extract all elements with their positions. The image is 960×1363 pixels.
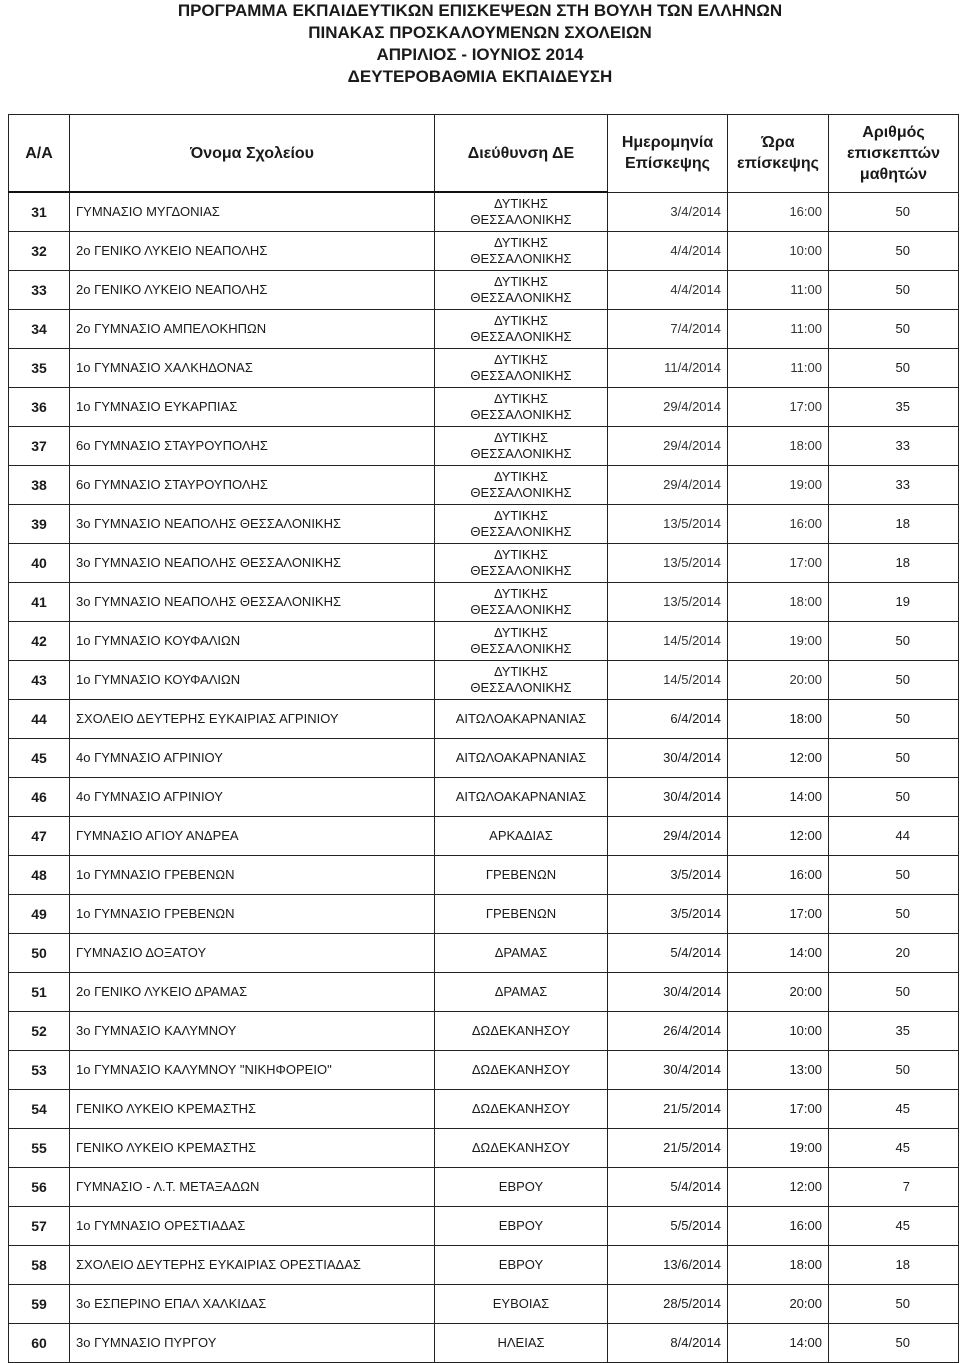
cell-visitor-count: 33 — [829, 426, 959, 465]
cell-visit-time: 14:00 — [728, 777, 829, 816]
column-header-directorate: Διεύθυνση ΔΕ — [435, 115, 608, 193]
cell-visitor-count: 45 — [829, 1206, 959, 1245]
cell-visitor-count: 20 — [829, 933, 959, 972]
table-row — [9, 192, 959, 231]
cell-school-name: 1ο ΓΥΜΝΑΣΙΟ ΚΟΥΦΑΛΙΩΝ — [70, 621, 435, 660]
cell-aa: 53 — [9, 1050, 70, 1089]
cell-directorate: ΔΩΔΕΚΑΝΗΣΟΥ — [435, 1128, 608, 1167]
cell-visit-date: 28/5/2014 — [608, 1284, 728, 1323]
cell-school-name: 2ο ΓΕΝΙΚΟ ΛΥΚΕΙΟ ΔΡΑΜΑΣ — [70, 972, 435, 1011]
cell-visit-date: 29/4/2014 — [608, 387, 728, 426]
cell-school-name: 6ο ΓΥΜΝΑΣΙΟ ΣΤΑΥΡΟΥΠΟΛΗΣ — [70, 465, 435, 504]
cell-visit-time: 17:00 — [728, 894, 829, 933]
cell-visit-date: 3/5/2014 — [608, 894, 728, 933]
cell-directorate: ΑΡΚΑΔΙΑΣ — [435, 816, 608, 855]
cell-aa: 48 — [9, 855, 70, 894]
cell-visitor-count: 50 — [829, 1050, 959, 1089]
cell-visit-date: 5/5/2014 — [608, 1206, 728, 1245]
column-header-aa: Α/Α — [9, 115, 70, 193]
cell-visitor-count: 50 — [829, 855, 959, 894]
cell-visit-date: 6/4/2014 — [608, 699, 728, 738]
table-row — [9, 1011, 959, 1050]
cell-school-name: ΣΧΟΛΕΙΟ ΔΕΥΤΕΡΗΣ ΕΥΚΑΙΡΙΑΣ ΟΡΕΣΤΙΑΔΑΣ — [70, 1245, 435, 1284]
table-row — [9, 1284, 959, 1323]
cell-aa: 33 — [9, 270, 70, 309]
cell-aa: 56 — [9, 1167, 70, 1206]
cell-school-name: 3ο ΓΥΜΝΑΣΙΟ ΠΥΡΓΟΥ — [70, 1323, 435, 1362]
table-row — [9, 270, 959, 309]
title-period: ΑΠΡΙΛΙΟΣ - ΙΟΥΝΙΟΣ 2014 — [376, 45, 584, 64]
cell-aa: 51 — [9, 972, 70, 1011]
cell-directorate: ΔΩΔΕΚΑΝΗΣΟΥ — [435, 1050, 608, 1089]
cell-visit-date: 30/4/2014 — [608, 777, 728, 816]
table-row — [9, 972, 959, 1011]
cell-visit-date: 5/4/2014 — [608, 933, 728, 972]
table-row — [9, 777, 959, 816]
cell-aa: 46 — [9, 777, 70, 816]
table-row — [9, 1089, 959, 1128]
cell-school-name: 1ο ΓΥΜΝΑΣΙΟ ΟΡΕΣΤΙΑΔΑΣ — [70, 1206, 435, 1245]
cell-school-name: 4ο ΓΥΜΝΑΣΙΟ ΑΓΡΙΝΙΟΥ — [70, 777, 435, 816]
table-header-row — [9, 115, 959, 193]
cell-visit-date: 21/5/2014 — [608, 1128, 728, 1167]
cell-visitor-count: 45 — [829, 1089, 959, 1128]
table-row — [9, 231, 959, 270]
cell-school-name: 6ο ΓΥΜΝΑΣΙΟ ΣΤΑΥΡΟΥΠΟΛΗΣ — [70, 426, 435, 465]
cell-visit-time: 19:00 — [728, 1128, 829, 1167]
cell-aa: 31 — [9, 192, 70, 231]
table-row — [9, 309, 959, 348]
cell-aa: 39 — [9, 504, 70, 543]
cell-school-name: 1ο ΓΥΜΝΑΣΙΟ ΕΥΚΑΡΠΙΑΣ — [70, 387, 435, 426]
cell-visit-date: 5/4/2014 — [608, 1167, 728, 1206]
cell-school-name: 3ο ΓΥΜΝΑΣΙΟ ΝΕΑΠΟΛΗΣ ΘΕΣΣΑΛΟΝΙΚΗΣ — [70, 543, 435, 582]
table-row — [9, 699, 959, 738]
table-row — [9, 933, 959, 972]
cell-directorate: ΔΥΤΙΚΗΣ ΘΕΣΣΑΛΟΝΙΚΗΣ — [435, 660, 608, 699]
cell-visit-date: 21/5/2014 — [608, 1089, 728, 1128]
cell-directorate: ΔΥΤΙΚΗΣ ΘΕΣΣΑΛΟΝΙΚΗΣ — [435, 582, 608, 621]
cell-visitor-count: 50 — [829, 231, 959, 270]
cell-directorate: ΔΥΤΙΚΗΣ ΘΕΣΣΑΛΟΝΙΚΗΣ — [435, 231, 608, 270]
cell-visit-time: 11:00 — [728, 309, 829, 348]
cell-directorate: ΔΩΔΕΚΑΝΗΣΟΥ — [435, 1089, 608, 1128]
cell-visitor-count: 7 — [829, 1167, 959, 1206]
cell-directorate: ΓΡΕΒΕΝΩΝ — [435, 894, 608, 933]
cell-school-name: ΓΥΜΝΑΣΙΟ ΜΥΓΔΟΝΙΑΣ — [70, 192, 435, 231]
cell-visit-time: 11:00 — [728, 348, 829, 387]
table-row — [9, 387, 959, 426]
cell-visitor-count: 50 — [829, 309, 959, 348]
cell-aa: 41 — [9, 582, 70, 621]
cell-visit-date: 30/4/2014 — [608, 972, 728, 1011]
cell-aa: 52 — [9, 1011, 70, 1050]
cell-aa: 38 — [9, 465, 70, 504]
cell-aa: 36 — [9, 387, 70, 426]
title-invited-schools: ΠΙΝΑΚΑΣ ΠΡΟΣΚΑΛΟΥΜΕΝΩΝ ΣΧΟΛΕΙΩΝ — [308, 23, 652, 42]
cell-directorate: ΔΥΤΙΚΗΣ ΘΕΣΣΑΛΟΝΙΚΗΣ — [435, 348, 608, 387]
cell-visitor-count: 50 — [829, 699, 959, 738]
cell-visit-time: 14:00 — [728, 1323, 829, 1362]
cell-directorate: ΓΡΕΒΕΝΩΝ — [435, 855, 608, 894]
table-row — [9, 348, 959, 387]
cell-aa: 37 — [9, 426, 70, 465]
cell-visit-time: 19:00 — [728, 465, 829, 504]
cell-directorate: ΕΒΡΟΥ — [435, 1206, 608, 1245]
cell-directorate: ΑΙΤΩΛΟΑΚΑΡΝΑΝΙΑΣ — [435, 738, 608, 777]
table-row — [9, 1206, 959, 1245]
cell-directorate: ΔΡΑΜΑΣ — [435, 972, 608, 1011]
cell-aa: 43 — [9, 660, 70, 699]
cell-visitor-count: 50 — [829, 738, 959, 777]
table-row — [9, 426, 959, 465]
cell-directorate: ΕΥΒΟΙΑΣ — [435, 1284, 608, 1323]
cell-school-name: ΓΥΜΝΑΣΙΟ ΑΓΙΟΥ ΑΝΔΡΕΑ — [70, 816, 435, 855]
column-header-visitors: Αριθμός επισκεπτών μαθητών — [829, 115, 959, 193]
cell-visitor-count: 50 — [829, 192, 959, 231]
cell-school-name: ΓΥΜΝΑΣΙΟ ΔΟΞΑΤΟΥ — [70, 933, 435, 972]
cell-directorate: ΔΥΤΙΚΗΣ ΘΕΣΣΑΛΟΝΙΚΗΣ — [435, 387, 608, 426]
table-row — [9, 660, 959, 699]
cell-school-name: 3ο ΓΥΜΝΑΣΙΟ ΚΑΛΥΜΝΟΥ — [70, 1011, 435, 1050]
cell-visit-time: 18:00 — [728, 582, 829, 621]
cell-visit-time: 14:00 — [728, 933, 829, 972]
cell-directorate: ΔΥΤΙΚΗΣ ΘΕΣΣΑΛΟΝΙΚΗΣ — [435, 504, 608, 543]
cell-visitor-count: 45 — [829, 1128, 959, 1167]
cell-aa: 45 — [9, 738, 70, 777]
table-row — [9, 1128, 959, 1167]
cell-directorate: ΕΒΡΟΥ — [435, 1245, 608, 1284]
cell-school-name: ΣΧΟΛΕΙΟ ΔΕΥΤΕΡΗΣ ΕΥΚΑΙΡΙΑΣ ΑΓΡΙΝΙΟΥ — [70, 699, 435, 738]
table-row — [9, 894, 959, 933]
cell-visit-time: 11:00 — [728, 270, 829, 309]
cell-visitor-count: 35 — [829, 387, 959, 426]
cell-directorate: ΔΥΤΙΚΗΣ ΘΕΣΣΑΛΟΝΙΚΗΣ — [435, 621, 608, 660]
cell-aa: 60 — [9, 1323, 70, 1362]
cell-directorate: ΗΛΕΙΑΣ — [435, 1323, 608, 1362]
cell-aa: 44 — [9, 699, 70, 738]
table-row — [9, 504, 959, 543]
cell-visit-time: 18:00 — [728, 699, 829, 738]
cell-school-name: 3ο ΓΥΜΝΑΣΙΟ ΝΕΑΠΟΛΗΣ ΘΕΣΣΑΛΟΝΙΚΗΣ — [70, 582, 435, 621]
cell-school-name: 3ο ΓΥΜΝΑΣΙΟ ΝΕΑΠΟΛΗΣ ΘΕΣΣΑΛΟΝΙΚΗΣ — [70, 504, 435, 543]
cell-directorate: ΔΥΤΙΚΗΣ ΘΕΣΣΑΛΟΝΙΚΗΣ — [435, 192, 608, 231]
cell-aa: 49 — [9, 894, 70, 933]
cell-visit-time: 20:00 — [728, 660, 829, 699]
cell-visitor-count: 18 — [829, 1245, 959, 1284]
cell-visitor-count: 50 — [829, 972, 959, 1011]
cell-directorate: ΑΙΤΩΛΟΑΚΑΡΝΑΝΙΑΣ — [435, 699, 608, 738]
table-row — [9, 1245, 959, 1284]
cell-directorate: ΔΩΔΕΚΑΝΗΣΟΥ — [435, 1011, 608, 1050]
cell-school-name: 1ο ΓΥΜΝΑΣΙΟ ΚΑΛΥΜΝΟΥ "ΝΙΚΗΦΟΡΕΙΟ" — [70, 1050, 435, 1089]
cell-visitor-count: 19 — [829, 582, 959, 621]
cell-visit-date: 14/5/2014 — [608, 621, 728, 660]
table-row — [9, 816, 959, 855]
cell-aa: 55 — [9, 1128, 70, 1167]
table-row — [9, 582, 959, 621]
cell-visit-date: 29/4/2014 — [608, 426, 728, 465]
table-row — [9, 543, 959, 582]
cell-school-name: ΓΕΝΙΚΟ ΛΥΚΕΙΟ ΚΡΕΜΑΣΤΗΣ — [70, 1128, 435, 1167]
cell-visit-time: 17:00 — [728, 543, 829, 582]
column-header-school: Όνομα Σχολείου — [70, 115, 435, 193]
cell-visit-time: 16:00 — [728, 504, 829, 543]
table-row — [9, 855, 959, 894]
cell-visit-time: 20:00 — [728, 972, 829, 1011]
cell-visit-time: 10:00 — [728, 1011, 829, 1050]
cell-visit-time: 19:00 — [728, 621, 829, 660]
column-header-time: Ώρα επίσκεψης — [728, 115, 829, 193]
cell-visit-date: 3/5/2014 — [608, 855, 728, 894]
cell-aa: 40 — [9, 543, 70, 582]
cell-aa: 59 — [9, 1284, 70, 1323]
cell-visitor-count: 50 — [829, 777, 959, 816]
cell-aa: 47 — [9, 816, 70, 855]
cell-visit-date: 3/4/2014 — [608, 192, 728, 231]
cell-school-name: 4ο ΓΥΜΝΑΣΙΟ ΑΓΡΙΝΙΟΥ — [70, 738, 435, 777]
cell-school-name: 1ο ΓΥΜΝΑΣΙΟ ΓΡΕΒΕΝΩΝ — [70, 855, 435, 894]
cell-visit-time: 10:00 — [728, 231, 829, 270]
cell-visit-date: 4/4/2014 — [608, 270, 728, 309]
cell-visit-date: 30/4/2014 — [608, 738, 728, 777]
cell-school-name: 1ο ΓΥΜΝΑΣΙΟ ΓΡΕΒΕΝΩΝ — [70, 894, 435, 933]
cell-visitor-count: 50 — [829, 621, 959, 660]
cell-directorate: ΔΥΤΙΚΗΣ ΘΕΣΣΑΛΟΝΙΚΗΣ — [435, 465, 608, 504]
cell-visit-date: 13/5/2014 — [608, 582, 728, 621]
cell-visit-time: 17:00 — [728, 387, 829, 426]
cell-visit-date: 30/4/2014 — [608, 1050, 728, 1089]
cell-visitor-count: 50 — [829, 270, 959, 309]
title-education-level: ΔΕΥΤΕΡΟΒΑΘΜΙΑ ΕΚΠΑΙΔΕΥΣΗ — [347, 67, 613, 86]
table-row — [9, 621, 959, 660]
cell-visitor-count: 50 — [829, 1284, 959, 1323]
cell-aa: 58 — [9, 1245, 70, 1284]
table-row — [9, 1050, 959, 1089]
cell-aa: 34 — [9, 309, 70, 348]
cell-visit-time: 17:00 — [728, 1089, 829, 1128]
cell-visit-date: 13/6/2014 — [608, 1245, 728, 1284]
cell-visit-date: 7/4/2014 — [608, 309, 728, 348]
cell-visit-time: 16:00 — [728, 192, 829, 231]
cell-visit-date: 13/5/2014 — [608, 543, 728, 582]
cell-directorate: ΔΥΤΙΚΗΣ ΘΕΣΣΑΛΟΝΙΚΗΣ — [435, 543, 608, 582]
cell-visit-date: 8/4/2014 — [608, 1323, 728, 1362]
cell-aa: 54 — [9, 1089, 70, 1128]
cell-directorate: ΔΥΤΙΚΗΣ ΘΕΣΣΑΛΟΝΙΚΗΣ — [435, 309, 608, 348]
cell-visit-date: 29/4/2014 — [608, 465, 728, 504]
visits-table — [8, 114, 959, 1363]
cell-visit-date: 4/4/2014 — [608, 231, 728, 270]
cell-visit-time: 12:00 — [728, 738, 829, 777]
table-row — [9, 1167, 959, 1206]
cell-school-name: 3ο ΕΣΠΕΡΙΝΟ ΕΠΑΛ ΧΑΛΚΙΔΑΣ — [70, 1284, 435, 1323]
cell-visit-date: 26/4/2014 — [608, 1011, 728, 1050]
cell-visitor-count: 33 — [829, 465, 959, 504]
cell-visitor-count: 50 — [829, 660, 959, 699]
cell-visit-date: 14/5/2014 — [608, 660, 728, 699]
table-row — [9, 1323, 959, 1362]
cell-visit-time: 18:00 — [728, 426, 829, 465]
cell-aa: 50 — [9, 933, 70, 972]
cell-directorate: ΔΡΑΜΑΣ — [435, 933, 608, 972]
cell-school-name: 2ο ΓΥΜΝΑΣΙΟ ΑΜΠΕΛΟΚΗΠΩΝ — [70, 309, 435, 348]
cell-aa: 35 — [9, 348, 70, 387]
column-header-date: Ημερομηνία Επίσκεψης — [608, 115, 728, 193]
cell-visitor-count: 50 — [829, 894, 959, 933]
cell-visitor-count: 18 — [829, 543, 959, 582]
cell-visit-date: 29/4/2014 — [608, 816, 728, 855]
cell-visit-time: 16:00 — [728, 1206, 829, 1245]
cell-visit-time: 16:00 — [728, 855, 829, 894]
cell-school-name: 2ο ΓΕΝΙΚΟ ΛΥΚΕΙΟ ΝΕΑΠΟΛΗΣ — [70, 270, 435, 309]
cell-visitor-count: 44 — [829, 816, 959, 855]
cell-school-name: ΓΕΝΙΚΟ ΛΥΚΕΙΟ ΚΡΕΜΑΣΤΗΣ — [70, 1089, 435, 1128]
cell-visitor-count: 50 — [829, 1323, 959, 1362]
cell-visitor-count: 18 — [829, 504, 959, 543]
cell-visit-time: 20:00 — [728, 1284, 829, 1323]
cell-aa: 32 — [9, 231, 70, 270]
cell-visit-date: 13/5/2014 — [608, 504, 728, 543]
cell-visit-time: 12:00 — [728, 816, 829, 855]
title-program: ΠΡΟΓΡΑΜΜΑ ΕΚΠΑΙΔΕΥΤΙΚΩΝ ΕΠΙΣΚΕΨΕΩΝ ΣΤΗ ΒΟΥΛΗ ΤΩΝ ΕΛΛΗΝΩΝ — [177, 1, 783, 20]
cell-visitor-count: 50 — [829, 348, 959, 387]
cell-directorate: ΑΙΤΩΛΟΑΚΑΡΝΑΝΙΑΣ — [435, 777, 608, 816]
cell-directorate: ΕΒΡΟΥ — [435, 1167, 608, 1206]
table-row — [9, 738, 959, 777]
cell-visit-date: 11/4/2014 — [608, 348, 728, 387]
cell-visit-time: 13:00 — [728, 1050, 829, 1089]
cell-directorate: ΔΥΤΙΚΗΣ ΘΕΣΣΑΛΟΝΙΚΗΣ — [435, 426, 608, 465]
cell-school-name: ΓΥΜΝΑΣΙΟ - Λ.Τ. ΜΕΤΑΞΑΔΩΝ — [70, 1167, 435, 1206]
cell-school-name: 1ο ΓΥΜΝΑΣΙΟ ΧΑΛΚΗΔΟΝΑΣ — [70, 348, 435, 387]
cell-school-name: 2ο ΓΕΝΙΚΟ ΛΥΚΕΙΟ ΝΕΑΠΟΛΗΣ — [70, 231, 435, 270]
cell-aa: 57 — [9, 1206, 70, 1245]
cell-visit-time: 18:00 — [728, 1245, 829, 1284]
table-row — [9, 465, 959, 504]
cell-aa: 42 — [9, 621, 70, 660]
cell-school-name: 1ο ΓΥΜΝΑΣΙΟ ΚΟΥΦΑΛΙΩΝ — [70, 660, 435, 699]
cell-directorate: ΔΥΤΙΚΗΣ ΘΕΣΣΑΛΟΝΙΚΗΣ — [435, 270, 608, 309]
cell-visit-time: 12:00 — [728, 1167, 829, 1206]
cell-visitor-count: 35 — [829, 1011, 959, 1050]
